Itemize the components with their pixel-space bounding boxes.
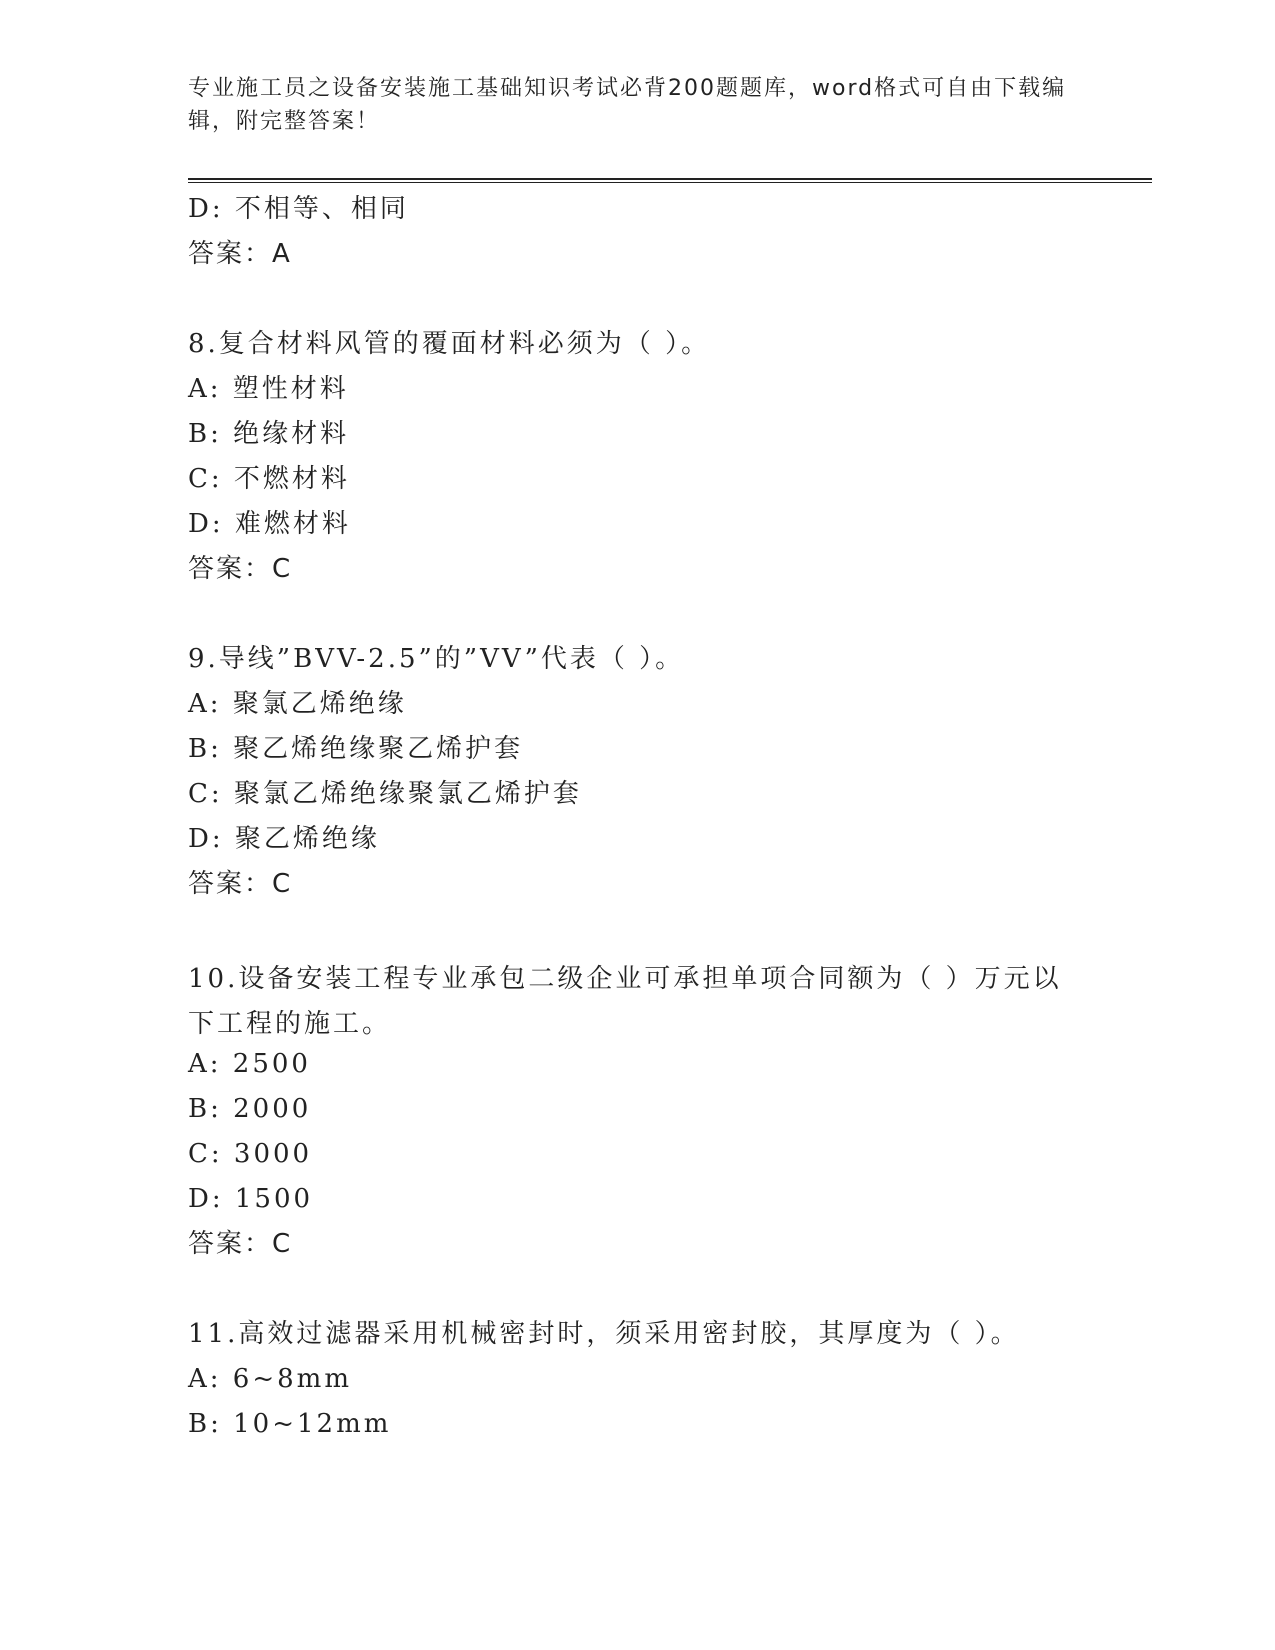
q9-option-b: B: 聚乙烯绝缘聚乙烯护套: [188, 734, 524, 764]
q8-option-a: A: 塑性材料: [188, 374, 349, 404]
q10-option-a: A: 2500: [188, 1049, 311, 1079]
q9-option-a: A: 聚氯乙烯绝缘: [188, 689, 407, 719]
document-header: 专业施工员之设备安装施工基础知识考试必背200题题库，word格式可自由下载编辑，附完整答案！: [188, 76, 1067, 134]
q8-option-d: D: 难燃材料: [188, 509, 351, 539]
q10-question: 10.设备安装工程专业承包二级企业可承担单项合同额为（ ）万元以下工程的施工。: [188, 964, 1062, 1039]
q11-question: 11.高效过滤器采用机械密封时，须采用密封胶，其厚度为（ ）。: [188, 1319, 1020, 1349]
q11-option-b: B: 10~12mm: [188, 1409, 392, 1439]
q10-answer: 答案：C: [188, 1229, 293, 1259]
q9-option-c: C: 聚氯乙烯绝缘聚氯乙烯护套: [188, 779, 582, 809]
q9-answer: 答案：C: [188, 869, 293, 899]
q8-option-b: B: 绝缘材料: [188, 419, 350, 449]
q10-option-d: D: 1500: [188, 1184, 314, 1214]
q10-option-c: C: 3000: [188, 1139, 313, 1169]
q9-question: 9.导线”BVV-2.5”的”VV”代表（ ）。: [188, 644, 685, 674]
q10-option-b: B: 2000: [188, 1094, 312, 1124]
q9-option-d: D: 聚乙烯绝缘: [188, 824, 380, 854]
q8-option-c: C: 不燃材料: [188, 464, 350, 494]
q11-option-a: A: 6~8mm: [188, 1364, 352, 1394]
header-divider-thick: [188, 178, 1152, 180]
q7-answer: 答案：A: [188, 239, 292, 269]
header-divider-thin: [188, 182, 1152, 183]
q7-option-d: D: 不相等、相同: [188, 194, 409, 224]
q8-answer: 答案：C: [188, 554, 293, 584]
q8-question: 8.复合材料风管的覆面材料必须为（ ）。: [188, 329, 711, 359]
